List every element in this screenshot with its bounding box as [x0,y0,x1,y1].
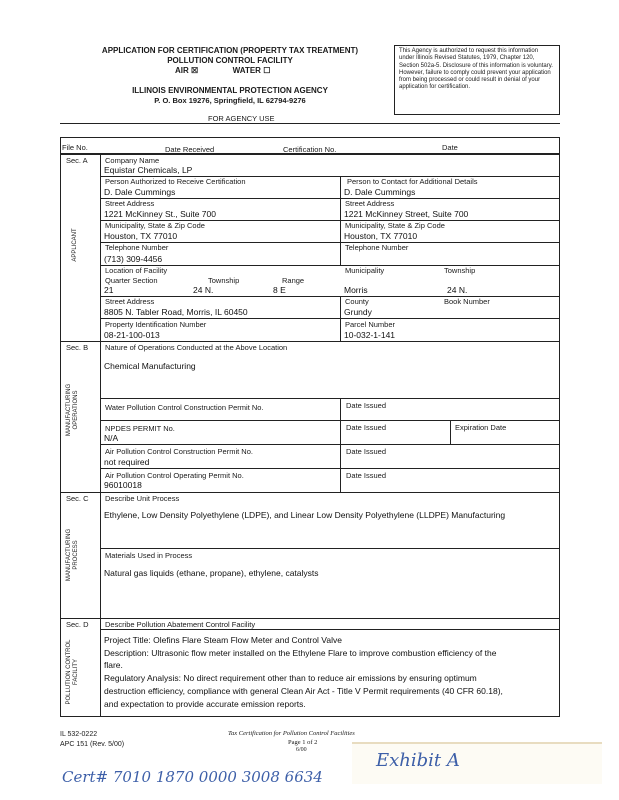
sec-b-side-label-1: MANUFACTURING [66,383,72,437]
sec-a-side-label: APPLICANT [72,228,78,262]
person-cert-label: Person Authorized to Receive Certification [105,177,246,186]
air-option [175,66,270,75]
project-title-line: Project Title: Olefins Flare Steam Flow Meter and Control Valve [104,635,342,645]
date-label: Date [442,143,458,152]
city-value-2: Houston, TX 77010 [344,231,418,241]
phone-label-2: Telephone Number [345,243,409,252]
column-line [340,398,341,492]
description-line-2: flare. [104,660,123,670]
footer-page: Page 1 of 2 [288,739,318,746]
cert-number: Cert# 7010 1870 0000 3008 6634 [62,768,323,786]
range-label: Range [282,276,305,285]
row-line [100,444,560,445]
date-received-label: Date Received [165,145,215,154]
agency-address: P. O. Box 19276, Springfield, IL 62794-9276 [154,96,306,105]
column-line [340,296,341,341]
air-oper-label: Air Pollution Control Operating Permit No. [105,471,244,480]
air-checkbox: ☒ [191,66,199,75]
air-const-label: Air Pollution Control Construction Permit No. [105,447,253,456]
water-permit-label: Water Pollution Control Construction Permit No. [105,403,264,412]
section-line [60,618,560,619]
sec-d-side-label-2: FACILITY [73,659,79,686]
sec-a-label: Sec. A [66,156,88,165]
notice-text: This Agency is authorized to request this information under Illinois Revised Statutes, 1979, Chapter 120, Section 502a-5. Disclosure of this information is voluntary. However, failure to comply could prevent your application from being processed or could result in denial of your application for certification. [399,48,553,91]
township2-value: 24 N. [447,285,468,295]
for-agency-use-label: FOR AGENCY USE [208,114,275,123]
city-label-1: Municipality, State & Zip Code [105,221,205,230]
date-issued-3: Date Issued [346,447,387,456]
phone-label-1: Telephone Number [105,243,169,252]
unit-process-label: Describe Unit Process [105,494,180,503]
row-line [100,468,560,469]
company-name-value: Equistar Chemicals, LP [104,165,193,175]
row-line [100,242,560,243]
water-checkbox: ☐ [263,66,271,75]
row-line [100,318,560,319]
npdes-value: N/A [104,433,119,443]
footer-center-1: Tax Certification for Pollution Control Facilities [228,730,355,737]
person-contact-value: D. Dale Cummings [344,187,416,197]
date-issued-2: Date Issued [346,423,387,432]
city-value-1: Houston, TX 77010 [104,231,178,241]
person-contact-label: Person to Contact for Additional Details [347,177,478,186]
row-line [100,398,560,399]
township-label: Township [208,276,240,285]
sec-b-side-label-2: OPERATIONS [73,390,79,430]
row-line [100,629,560,630]
nature-label: Nature of Operations Conducted at the Above Location [105,343,288,352]
column-line [340,176,341,266]
regulatory-line-3: and expectation to provide accurate emission reports. [104,699,306,709]
nature-value: Chemical Manufacturing [104,361,196,371]
date-issued-1: Date Issued [346,401,387,410]
form-subtitle: POLLUTION CONTROL FACILITY [167,56,293,65]
sec-d-side-label-1: POLLUTION CONTROL [66,639,72,705]
row-line [100,265,560,266]
file-no-label: File No. [62,143,88,152]
quarter-value: 21 [104,285,114,295]
county-value: Grundy [344,307,372,317]
form-code-2: APC 151 (Rev. 5/00) [60,741,125,748]
sec-c-side-label-2: PROCESS [73,540,79,570]
water-label: WATER [232,66,261,75]
prop-id-label: Property Identification Number [105,320,207,329]
regulatory-line-2: destruction efficiency, compliance with general Clean Air Act - Title V Permit requirements (40 CFR 60.18), [104,686,503,696]
column-line [450,420,451,444]
sec-c-side-label-1: MANUFACTURING [66,528,72,582]
sec-c-label: Sec. C [66,494,89,503]
regulatory-line: Regulatory Analysis: No direct requirement other than to reduce air emissions by ensuring optimum [104,673,477,683]
county-label: County [345,297,369,306]
air-oper-value: 96010018 [104,480,142,490]
agency-name: ILLINOIS ENVIRONMENTAL PROTECTION AGENCY [132,86,328,95]
street-label-2: Street Address [345,199,395,208]
form-code-1: IL 532-0222 [60,731,98,738]
range-value: 8 E [273,285,286,295]
row-line [100,198,560,199]
date-issued-4: Date Issued [346,471,387,480]
location-label: Location of Facility [105,266,168,275]
city-label-2: Municipality, State & Zip Code [345,221,445,230]
township2-label: Township [444,266,476,275]
street-label-1: Street Address [105,199,155,208]
pollution-describe-label: Describe Pollution Abatement Control Facility [105,620,256,629]
section-line [60,492,560,493]
sec-b-label: Sec. B [66,343,89,352]
air-const-value: not required [104,457,150,467]
street-value-1: 1221 McKinney St., Suite 700 [104,209,216,219]
parcel-label: Parcel Number [345,320,396,329]
row-line [100,296,560,297]
street-value-2: 1221 McKinney Street, Suite 700 [344,209,469,219]
certification-no-label: Certification No. [283,145,337,154]
fac-street-label: Street Address [105,297,155,306]
fac-street-value: 8805 N. Tabler Road, Morris, IL 60450 [104,307,248,317]
prop-id-value: 08-21-100-013 [104,330,160,340]
row-line [100,420,560,421]
sec-c-side-label [66,520,80,590]
municipality-label: Municipality [345,266,385,275]
divider [60,123,560,124]
materials-value: Natural gas liquids (ethane, propane), ethylene, catalysts [104,568,319,578]
book-number-label: Book Number [444,297,490,306]
company-name-label: Company Name [105,156,160,165]
expiration-label: Expiration Date [455,423,507,432]
person-cert-value: D. Dale Cummings [104,187,176,197]
form-title: APPLICATION FOR CERTIFICATION (PROPERTY TAX TREATMENT) [101,46,359,55]
materials-label: Materials Used in Process [105,551,193,560]
parcel-value: 10-032-1-141 [344,330,396,340]
exhibit-label: Exhibit A [376,750,460,771]
municipality-value: Morris [344,285,368,295]
section-column-divider [100,154,101,717]
air-label: AIR [175,66,189,75]
quarter-label: Quarter Section [105,276,158,285]
row-line [100,548,560,549]
sec-d-side-label [66,632,80,712]
npdes-label: NPDES PERMIT No. [105,424,175,433]
notice-box [394,45,560,115]
unit-process-value: Ethylene, Low Density Polyethylene (LDPE), and Linear Low Density Polyethylene (LLDPE) Manufacturing [104,510,506,520]
sec-d-label: Sec. D [66,620,89,629]
phone-value-1: (713) 309-4456 [104,254,163,264]
township-value: 24 N. [193,285,214,295]
sec-b-side-label [66,375,80,445]
section-line [60,341,560,342]
footer-date: 6/00 [296,747,307,753]
description-line: Description: Ultrasonic flow meter installed on the Ethylene Flare to improve combustion efficiency of the [104,648,497,658]
